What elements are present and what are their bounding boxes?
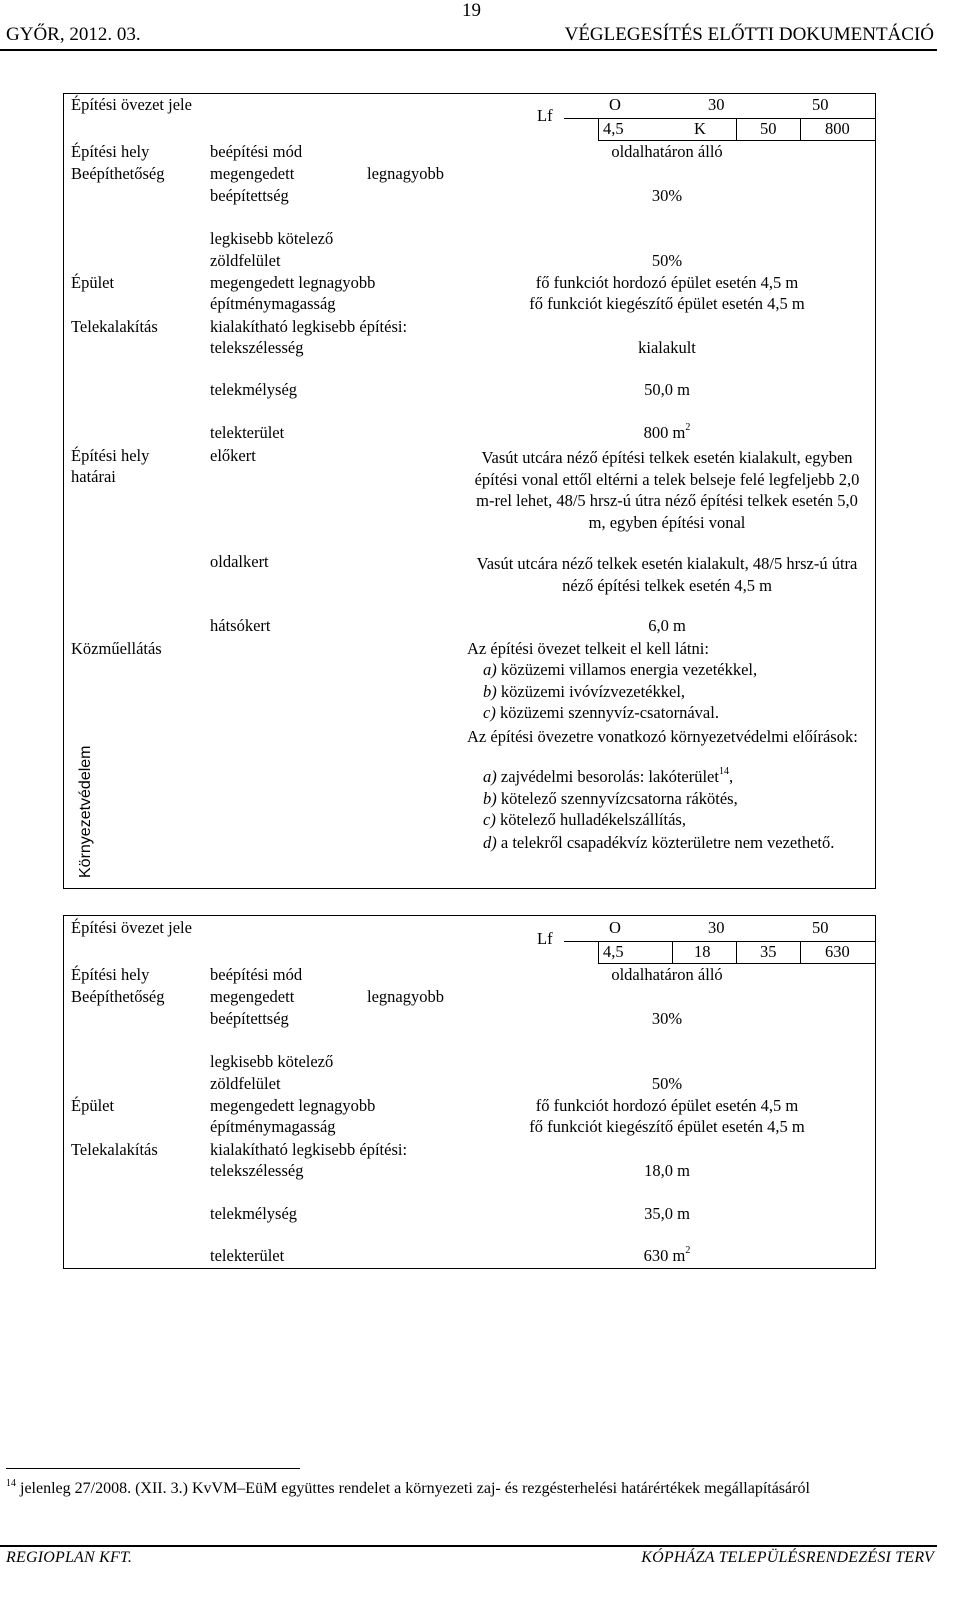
height-aux-value-2: fő funkciót kiegészítő épület esetén 4,5 m — [529, 1117, 805, 1136]
page-number: 19 — [462, 0, 481, 21]
zone2-code-35: 35 — [760, 942, 777, 961]
utility-item-a: a) közüzemi villamos energia vezetékkel, — [483, 660, 758, 679]
plot-depth-label: telekmélység — [210, 380, 298, 399]
plot-area-label: telekterület — [210, 423, 285, 442]
height-main-value-2: fő funkciót hordozó épület esetén 4,5 m — [535, 1096, 799, 1115]
lf-label-2: Lf — [537, 929, 553, 948]
building-mode-label: beépítési mód — [210, 142, 303, 161]
plot-label: Telekalakítás — [71, 317, 158, 336]
footer-project: KÓPHÁZA TELEPÜLÉSRENDEZÉSI TERV — [641, 1549, 934, 1566]
limits-label-a: Építési hely — [71, 446, 150, 465]
zone2-code-30: 30 — [708, 918, 725, 937]
zone-code-o: O — [609, 95, 621, 114]
plot-depth-value-2: 35,0 m — [644, 1204, 690, 1223]
env-label: Környezetvédelem — [77, 745, 94, 878]
zone2-code-630: 630 — [825, 942, 850, 961]
zone2-code-18: 18 — [694, 942, 711, 961]
building-mode-value-2: oldalhatáron álló — [611, 965, 723, 984]
plot-area-value-2: 630 $m^2$ — [643, 1245, 691, 1265]
side-yard-value: Vasút utcára néző telkek esetén kialakult, 48/5 hrsz-ú útra néző építési telkek esetén 4,5 m — [476, 554, 858, 595]
header-rule — [0, 49, 937, 51]
zone2-code-height: 4,5 — [603, 942, 624, 961]
max-coverage-label-b-2: legnagyobb — [367, 987, 444, 1006]
zone-code-k: K — [694, 119, 706, 138]
plot-depth-label-2: telekmélység — [210, 1204, 298, 1223]
min-green-label-b: zöldfelület — [210, 251, 281, 270]
zone-code-height: 4,5 — [603, 119, 624, 138]
building-label-2: Épület — [71, 1096, 115, 1115]
building-site-label-2: Építési hely — [71, 965, 150, 984]
max-coverage-label-b: legnagyobb — [367, 164, 444, 183]
plot-area-value: 800 $m^2$ — [643, 422, 691, 442]
max-height-label-b: építménymagasság — [210, 294, 336, 313]
building-site-label: Építési hely — [71, 142, 150, 161]
rear-yard-value: 6,0 m — [648, 616, 686, 635]
max-coverage-label-c-2: beépítettség — [210, 1009, 289, 1028]
buildability-label-2: Beépíthetőség — [71, 987, 165, 1006]
zone-code-50: 50 — [812, 95, 829, 114]
building-label: Épület — [71, 273, 115, 292]
max-height-label-a-2: megengedett legnagyobb — [210, 1096, 376, 1115]
plot-width-label: telekszélesség — [210, 338, 304, 357]
env-item-a: a) zajvédelmi besorolás: lakóterület$^{14}$, — [483, 766, 734, 786]
plot-width-value: kialakult — [638, 338, 696, 357]
utilities-intro: Az építési övezet telkeit el kell látni: — [467, 639, 709, 658]
side-yard-label: oldalkert — [210, 552, 269, 571]
footnote-number: 14 — [6, 1478, 16, 1489]
plot-label-2: Telekalakítás — [71, 1140, 158, 1159]
max-height-label-b-2: építménymagasság — [210, 1117, 336, 1136]
max-coverage-label-c: beépítettség — [210, 186, 289, 205]
min-green-value-2: 50% — [651, 1074, 683, 1093]
max-coverage-value-2: 30% — [651, 1009, 683, 1028]
footer-rule — [0, 1545, 937, 1547]
zone2-code-50: 50 — [812, 918, 829, 937]
plot-area-label-2: telekterület — [210, 1246, 285, 1265]
zone2-code-o: O — [609, 918, 621, 937]
min-green-label-a-2: legkisebb kötelező — [210, 1052, 334, 1071]
zone-code-50b: 50 — [760, 119, 777, 138]
env-item-d: d) a telekről csapadékvíz közterületre nem vezethető. — [483, 833, 835, 852]
building-mode-value: oldalhatáron álló — [611, 142, 723, 161]
zone-code-800: 800 — [825, 119, 850, 138]
utility-item-b: b) közüzemi ivóvízvezetékkel, — [483, 682, 686, 701]
zone-label: Építési övezet jele — [71, 95, 192, 114]
header-date: GYŐR, 2012. 03. — [6, 24, 141, 45]
front-yard-label: előkert — [210, 446, 256, 465]
env-intro: Az építési övezetre vonatkozó környezetvédelmi előírások: — [467, 727, 858, 746]
env-item-b: b) kötelező szennyvízcsatorna rákötés, — [483, 789, 738, 808]
plot-depth-value: 50,0 m — [644, 380, 690, 399]
height-main-value: fő funkciót hordozó épület esetén 4,5 m — [535, 273, 799, 292]
min-plot-label-2: kialakítható legkisebb építési: — [210, 1140, 408, 1159]
zone-table-2 — [63, 915, 876, 1269]
rear-yard-label: hátsókert — [210, 616, 271, 635]
plot-width-value-2: 18,0 m — [644, 1161, 690, 1180]
footer-company: REGIOPLAN KFT. — [6, 1549, 133, 1566]
buildability-label: Beépíthetőség — [71, 164, 165, 183]
min-green-label-b-2: zöldfelület — [210, 1074, 281, 1093]
min-green-value: 50% — [651, 251, 683, 270]
utilities-label: Közműellátás — [71, 639, 162, 658]
min-green-label-a: legkisebb kötelező — [210, 229, 334, 248]
env-item-c: c) kötelező hulladékelszállítás, — [483, 810, 686, 829]
footnote: $^{14}$ jelenleg 27/2008. (XII. 3.) KvVM–EüM együttes rendelet a környezeti zaj- és rezgésterhelési határértékek megállapításáról — [6, 1478, 810, 1497]
lf-label: Lf — [537, 106, 553, 125]
max-height-label-a: megengedett legnagyobb — [210, 273, 376, 292]
footnote-rule — [6, 1468, 300, 1469]
max-coverage-label-a: megengedett — [210, 164, 295, 183]
min-plot-label: kialakítható legkisebb építési: — [210, 317, 408, 336]
building-mode-label-2: beépítési mód — [210, 965, 303, 984]
zone-code-30: 30 — [708, 95, 725, 114]
utility-item-c: c) közüzemi szennyvíz-csatornával. — [483, 703, 719, 722]
plot-width-label-2: telekszélesség — [210, 1161, 304, 1180]
max-coverage-label-a-2: megengedett — [210, 987, 295, 1006]
max-coverage-value: 30% — [651, 186, 683, 205]
front-yard-value: Vasút utcára néző építési telkek esetén kialakult, egyben építési vonal ettől eltérni a telek belseje felé legfeljebb 2,0 m-rel lehet, 48/5 hrsz-ú útra néző építési telkek esetén 5,0 m, egyben építési vonal — [474, 448, 860, 532]
limits-label-b: határai — [71, 467, 116, 486]
header-title: VÉGLEGESÍTÉS ELŐTTI DOKUMENTÁCIÓ — [564, 24, 934, 45]
height-aux-value: fő funkciót kiegészítő épület esetén 4,5 m — [529, 294, 805, 313]
zone-label-2: Építési övezet jele — [71, 918, 192, 937]
